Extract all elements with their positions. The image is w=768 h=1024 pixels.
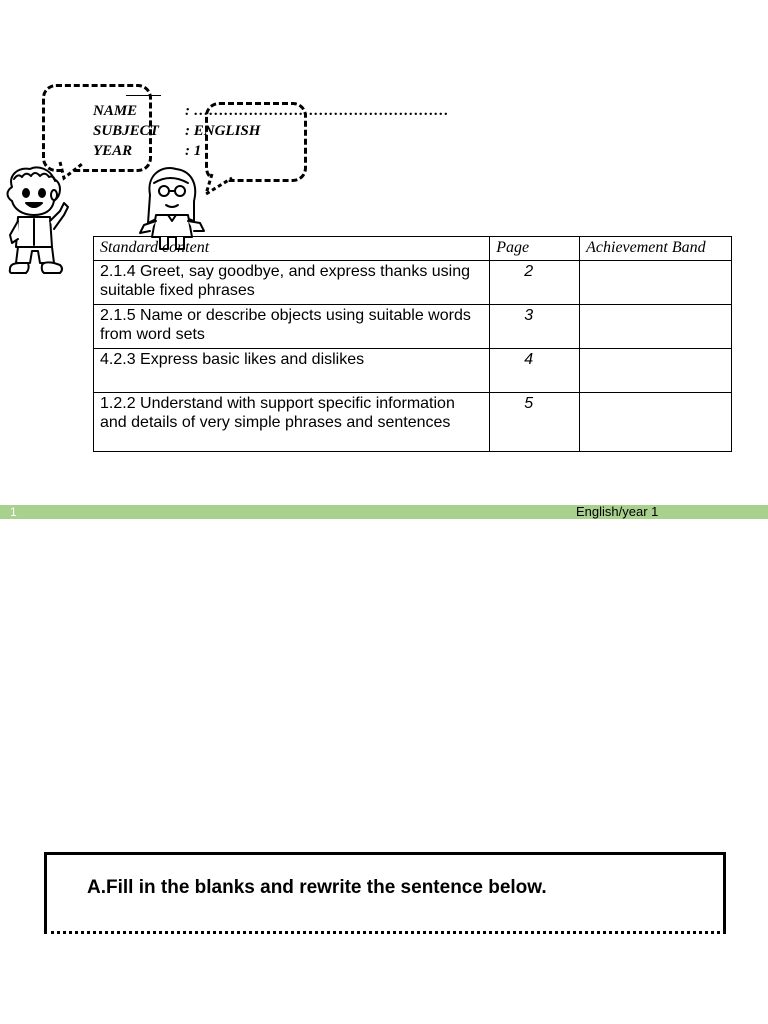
header-standard-content: Standard content xyxy=(94,237,490,261)
header-page: Page xyxy=(490,237,580,261)
instruction-text: A.Fill in the blanks and rewrite the sentence below. xyxy=(87,877,547,898)
standard-content-cell: 2.1.4 Greet, say goodbye, and express thanks using suitable fixed phrases xyxy=(94,261,490,305)
year-label: YEAR xyxy=(93,143,133,159)
student-info-block xyxy=(93,101,449,161)
standards-table xyxy=(93,236,732,452)
standard-content-cell: 2.1.5 Name or describe objects using suitable words from word sets xyxy=(94,305,490,349)
standard-content-cell: 4.2.3 Express basic likes and dislikes xyxy=(94,349,490,393)
table-row xyxy=(94,393,732,452)
page-number: 1 xyxy=(10,505,17,519)
footer-label: English/year 1 xyxy=(576,504,659,519)
page-cell: 4 xyxy=(490,349,580,393)
subject-row xyxy=(93,121,449,141)
achievement-band-cell[interactable] xyxy=(580,349,732,393)
page-cell: 5 xyxy=(490,393,580,452)
table-row xyxy=(94,349,732,393)
page-cell: 2 xyxy=(490,261,580,305)
year-row xyxy=(93,141,449,161)
standard-content-cell: 1.2.2 Understand with support specific information and details of very simple phrases and sentences xyxy=(94,393,490,452)
table-row xyxy=(94,261,732,305)
instruction-box xyxy=(44,852,726,934)
year-value: : 1 xyxy=(185,143,202,159)
name-row xyxy=(93,101,449,121)
name-value: : …………………………………………… xyxy=(185,103,449,119)
name-underline xyxy=(126,95,161,96)
achievement-band-cell[interactable] xyxy=(580,261,732,305)
page-footer-bar xyxy=(0,505,768,519)
subject-value: : ENGLISH xyxy=(185,123,261,139)
page-cell: 3 xyxy=(490,305,580,349)
achievement-band-cell[interactable] xyxy=(580,305,732,349)
table-header-row xyxy=(94,237,732,261)
name-label: NAME xyxy=(93,103,138,119)
table-row xyxy=(94,305,732,349)
boy-cartoon-icon xyxy=(4,165,70,277)
subject-label: SUBJECT xyxy=(93,123,159,139)
header-achievement-band: Achievement Band xyxy=(580,237,732,261)
achievement-band-cell[interactable] xyxy=(580,393,732,452)
